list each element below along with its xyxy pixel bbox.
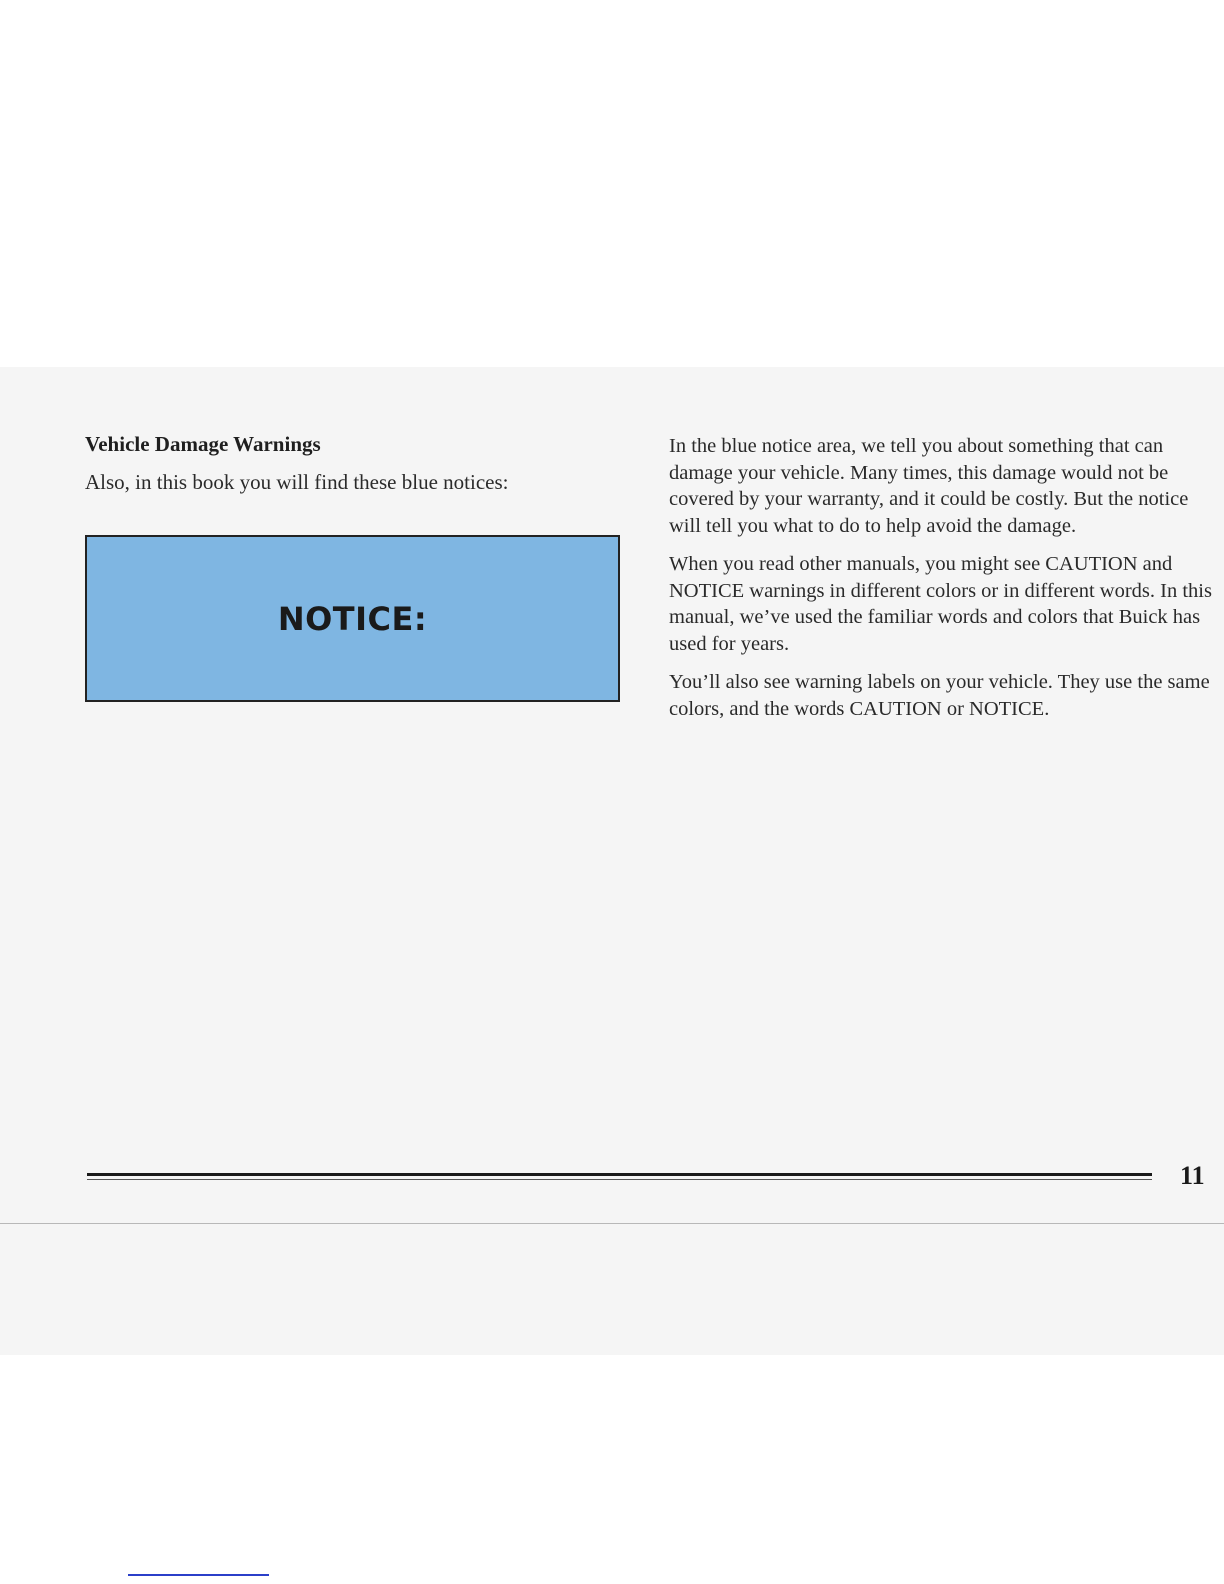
section-heading: Vehicle Damage Warnings	[85, 432, 321, 456]
footer-link-underline[interactable]	[128, 1574, 269, 1576]
scan-edge-line	[0, 1223, 1224, 1224]
footer-rule	[87, 1173, 1152, 1180]
paragraph-other-manuals: When you read other manuals, you might see CAUTION and NOTICE warnings in different colors or in different words. In this manual, we’ve used the familiar words and colors that Buick has used for years.	[669, 553, 1212, 655]
paragraph-warning-labels: You’ll also see warning labels on your vehicle. They use the same colors, and the words CAUTION or NOTICE.	[669, 671, 1210, 720]
notice-sample-box	[85, 535, 620, 702]
notice-label: NOTICE:	[277, 599, 428, 638]
intro-text: Also, in this book you will find these blue notices:	[85, 470, 509, 494]
left-column	[85, 430, 625, 496]
paragraph-blue-notice-area: In the blue notice area, we tell you about something that can damage your vehicle. Many times, this damage would not be covered by your warranty, and it could be costly. But the notice will tell you what to do to help avoid the damage.	[669, 435, 1189, 537]
page-number: 11	[1180, 1161, 1205, 1190]
right-column	[669, 433, 1214, 734]
